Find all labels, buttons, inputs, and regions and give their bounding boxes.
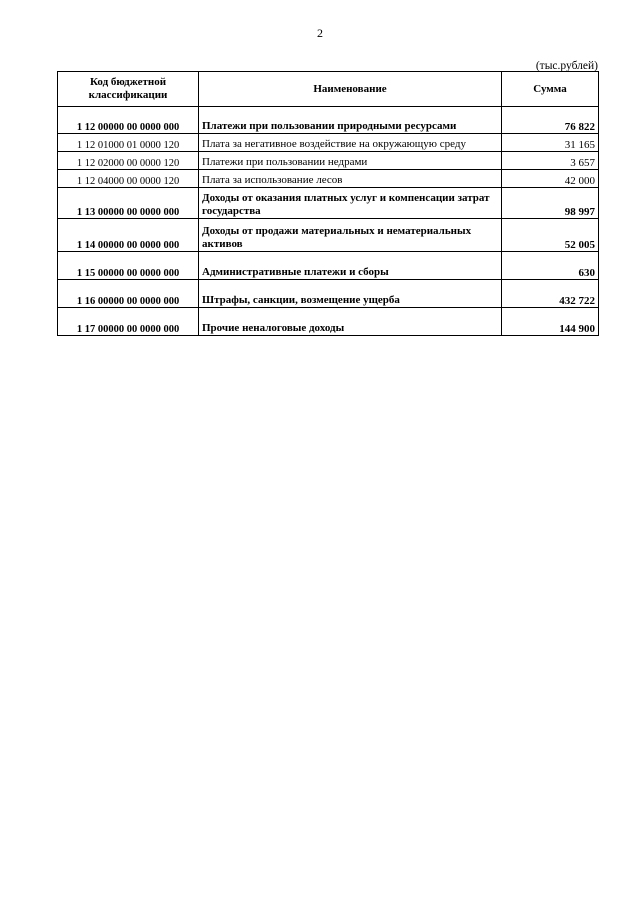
row-amount: 76 822: [502, 116, 599, 134]
row-name: Прочие неналоговые доходы: [199, 308, 502, 336]
row-amount: 52 005: [502, 219, 599, 252]
row-name: Доходы от оказания платных услуг и компенсации затрат государства: [199, 188, 502, 219]
table-row: [58, 188, 599, 219]
row-amount: 432 722: [502, 280, 599, 308]
row-name: Платежи при пользовании недрами: [199, 152, 502, 170]
row-name: Плата за негативное воздействие на окружающую среду: [199, 134, 502, 152]
row-amount: 31 165: [502, 134, 599, 152]
table-row: [58, 280, 599, 308]
table-row: [58, 308, 599, 336]
row-name: Доходы от продажи материальных и нематериальных активов: [199, 219, 502, 252]
table-row: [58, 116, 599, 134]
table-row: [58, 219, 599, 252]
header-amount: Сумма: [502, 72, 599, 107]
table-header-row: [58, 72, 599, 107]
row-code: 1 17 00000 00 0000 000: [58, 308, 199, 336]
row-code: 1 14 00000 00 0000 000: [58, 219, 199, 252]
row-amount: 144 900: [502, 308, 599, 336]
row-amount: 630: [502, 252, 599, 280]
row-amount: 3 657: [502, 152, 599, 170]
row-name: Платежи при пользовании природными ресурсами: [199, 116, 502, 134]
table-row: [58, 152, 599, 170]
row-code: 1 12 00000 00 0000 000: [58, 116, 199, 134]
spacer-row: [58, 107, 599, 117]
table-row: [58, 170, 599, 188]
row-amount: 98 997: [502, 188, 599, 219]
header-code: Код бюджетной классификации: [58, 72, 199, 107]
row-name: Штрафы, санкции, возмещение ущерба: [199, 280, 502, 308]
table-row: [58, 134, 599, 152]
budget-table: [57, 71, 599, 336]
row-name: Плата за использование лесов: [199, 170, 502, 188]
row-code: 1 13 00000 00 0000 000: [58, 188, 199, 219]
row-code: 1 12 04000 00 0000 120: [58, 170, 199, 188]
row-code: 1 15 00000 00 0000 000: [58, 252, 199, 280]
row-code: 1 12 01000 01 0000 120: [58, 134, 199, 152]
units-label: (тыс.рублей): [535, 60, 598, 72]
row-code: 1 12 02000 00 0000 120: [58, 152, 199, 170]
page-number: 2: [317, 26, 323, 40]
table-row: [58, 252, 599, 280]
row-code: 1 16 00000 00 0000 000: [58, 280, 199, 308]
row-amount: 42 000: [502, 170, 599, 188]
header-name: Наименование: [199, 72, 502, 107]
row-name: Административные платежи и сборы: [199, 252, 502, 280]
